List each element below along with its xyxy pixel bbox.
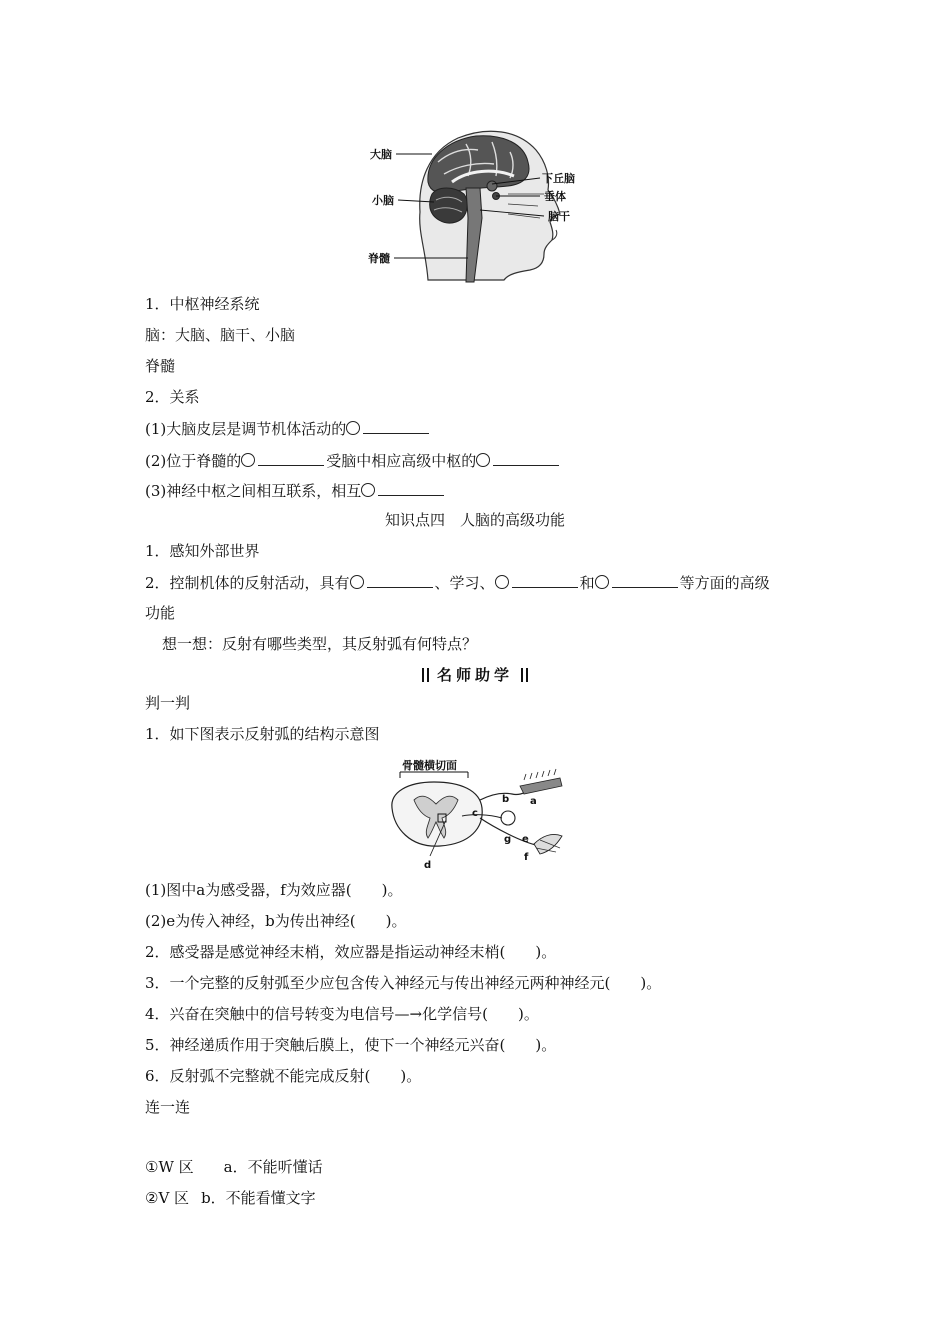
reflex-label-a: a [530,796,537,807]
relation-3 [145,480,446,501]
match-row-1 [145,1157,323,1177]
judge-q1-2-text: (2)e为传入神经，b为传出神经( [145,912,356,930]
label-cerebellum: 小脑 [372,194,394,207]
fill-blank[interactable] [367,572,433,588]
match-row1-right: a．不能听懂话 [223,1158,323,1176]
relation-1-text: (1)大脑皮层是调节机体活动的 [145,420,347,438]
match-heading: 连一连 [145,1098,191,1116]
judge-q4-end: )。 [517,1005,539,1023]
label-spinal-cord: 脊髓 [368,252,390,265]
item2-text-c: 和 [579,574,595,592]
banner-title: 名师助学 [436,666,513,684]
fill-blank[interactable] [493,450,559,466]
label-brainstem: 脑干 [548,210,570,223]
relation-2-text-a: (2)位于脊髓的 [145,452,242,470]
fill-blank[interactable] [512,572,578,588]
judge-q5 [145,1035,556,1055]
circle-mark [476,453,490,467]
judge-q1-1 [145,880,402,900]
section4-item1: 1．感知外部世界 [145,542,260,560]
reflex-label-c: c [472,808,478,819]
brain-diagram [368,122,588,284]
spinal-line: 脊髓 [145,357,176,375]
relation-3-text: (3)神经中枢之间相互联系，相互 [145,482,362,500]
relation-1 [145,418,431,439]
reflex-label-d: d [424,860,432,871]
fill-blank[interactable] [378,480,444,496]
circle-mark [241,453,255,467]
circle-mark [595,575,609,589]
fill-blank[interactable] [258,450,324,466]
judge-q6-text: 6．反射弧不完整就不能完成反射( [145,1067,371,1085]
banner-bar-left [422,668,429,682]
label-cerebrum: 大脑 [370,148,392,161]
item2-title: 2．关系 [145,388,200,406]
judge-q1-1-end: )。 [381,881,403,899]
section4-item2-cont: 功能 [145,604,176,622]
reflex-label-e: e [522,834,529,845]
section4-item2 [145,572,770,593]
reflex-label-b: b [502,794,510,805]
relation-2-text-b: 受脑中相应高级中枢的 [326,452,477,470]
item2-text-b: 、学习、 [434,574,495,592]
label-hypothalamus: 下丘脑 [542,172,575,185]
judge-q2-end: )。 [535,943,557,961]
item1-title: 1．中枢神经系统 [145,295,260,313]
fill-blank[interactable] [363,418,429,434]
circle-mark [350,575,364,589]
judge-q5-end: )。 [535,1036,557,1054]
match-row-2 [145,1188,316,1208]
judge-q1-2 [145,911,406,931]
judge-q2 [145,942,556,962]
reflex-figure-title: 骨髓横切面 [402,759,457,772]
judge-heading: 判一判 [145,694,191,712]
reflex-arc-diagram [384,756,580,872]
banner-bar-right [521,668,528,682]
fill-blank[interactable] [612,572,678,588]
section4-heading: 知识点四 人脑的高级功能 [384,511,565,529]
reflex-label-f: f [524,852,529,863]
brain-line: 脑：大脑、脑干、小脑 [145,326,296,344]
item2-text-d: 等方面的高级 [679,574,770,592]
item2-text-a: 2．控制机体的反射活动，具有 [145,574,350,592]
match-row2-left: ②V 区 [145,1189,190,1207]
judge-q3-end: )。 [640,974,662,992]
judge-q3-text: 3．一个完整的反射弧至少应包含传入神经元与传出神经元两种神经元( [145,974,611,992]
judge-q6-end: )。 [400,1067,422,1085]
label-pituitary: 垂体 [544,190,566,203]
judge-q2-text: 2．感受器是感觉神经末梢，效应器是指运动神经末梢( [145,943,506,961]
judge-q4 [145,1004,539,1024]
circle-mark [361,483,375,497]
judge-q4-text: 4．兴奋在突触中的信号转变为电信号—→化学信号( [145,1005,488,1023]
match-row2-right: b．不能看懂文字 [201,1189,316,1207]
circle-mark [495,575,509,589]
judge-q3 [145,973,661,993]
reflex-label-g: g [504,834,512,845]
circle-mark [346,421,360,435]
judge-q6 [145,1066,421,1086]
relation-2 [145,450,561,471]
match-row1-left: ①W 区 [145,1158,194,1176]
think-question: 想一想：反射有哪些类型，其反射弧有何特点？ [162,635,478,653]
judge-q1-1-text: (1)图中a为感受器，f为效应器( [145,881,352,899]
banner [0,665,950,685]
judge-q5-text: 5．神经递质作用于突触后膜上，使下一个神经元兴奋( [145,1036,506,1054]
judge-q1-intro: 1．如下图表示反射弧的结构示意图 [145,725,380,743]
judge-q1-2-end: )。 [385,912,407,930]
